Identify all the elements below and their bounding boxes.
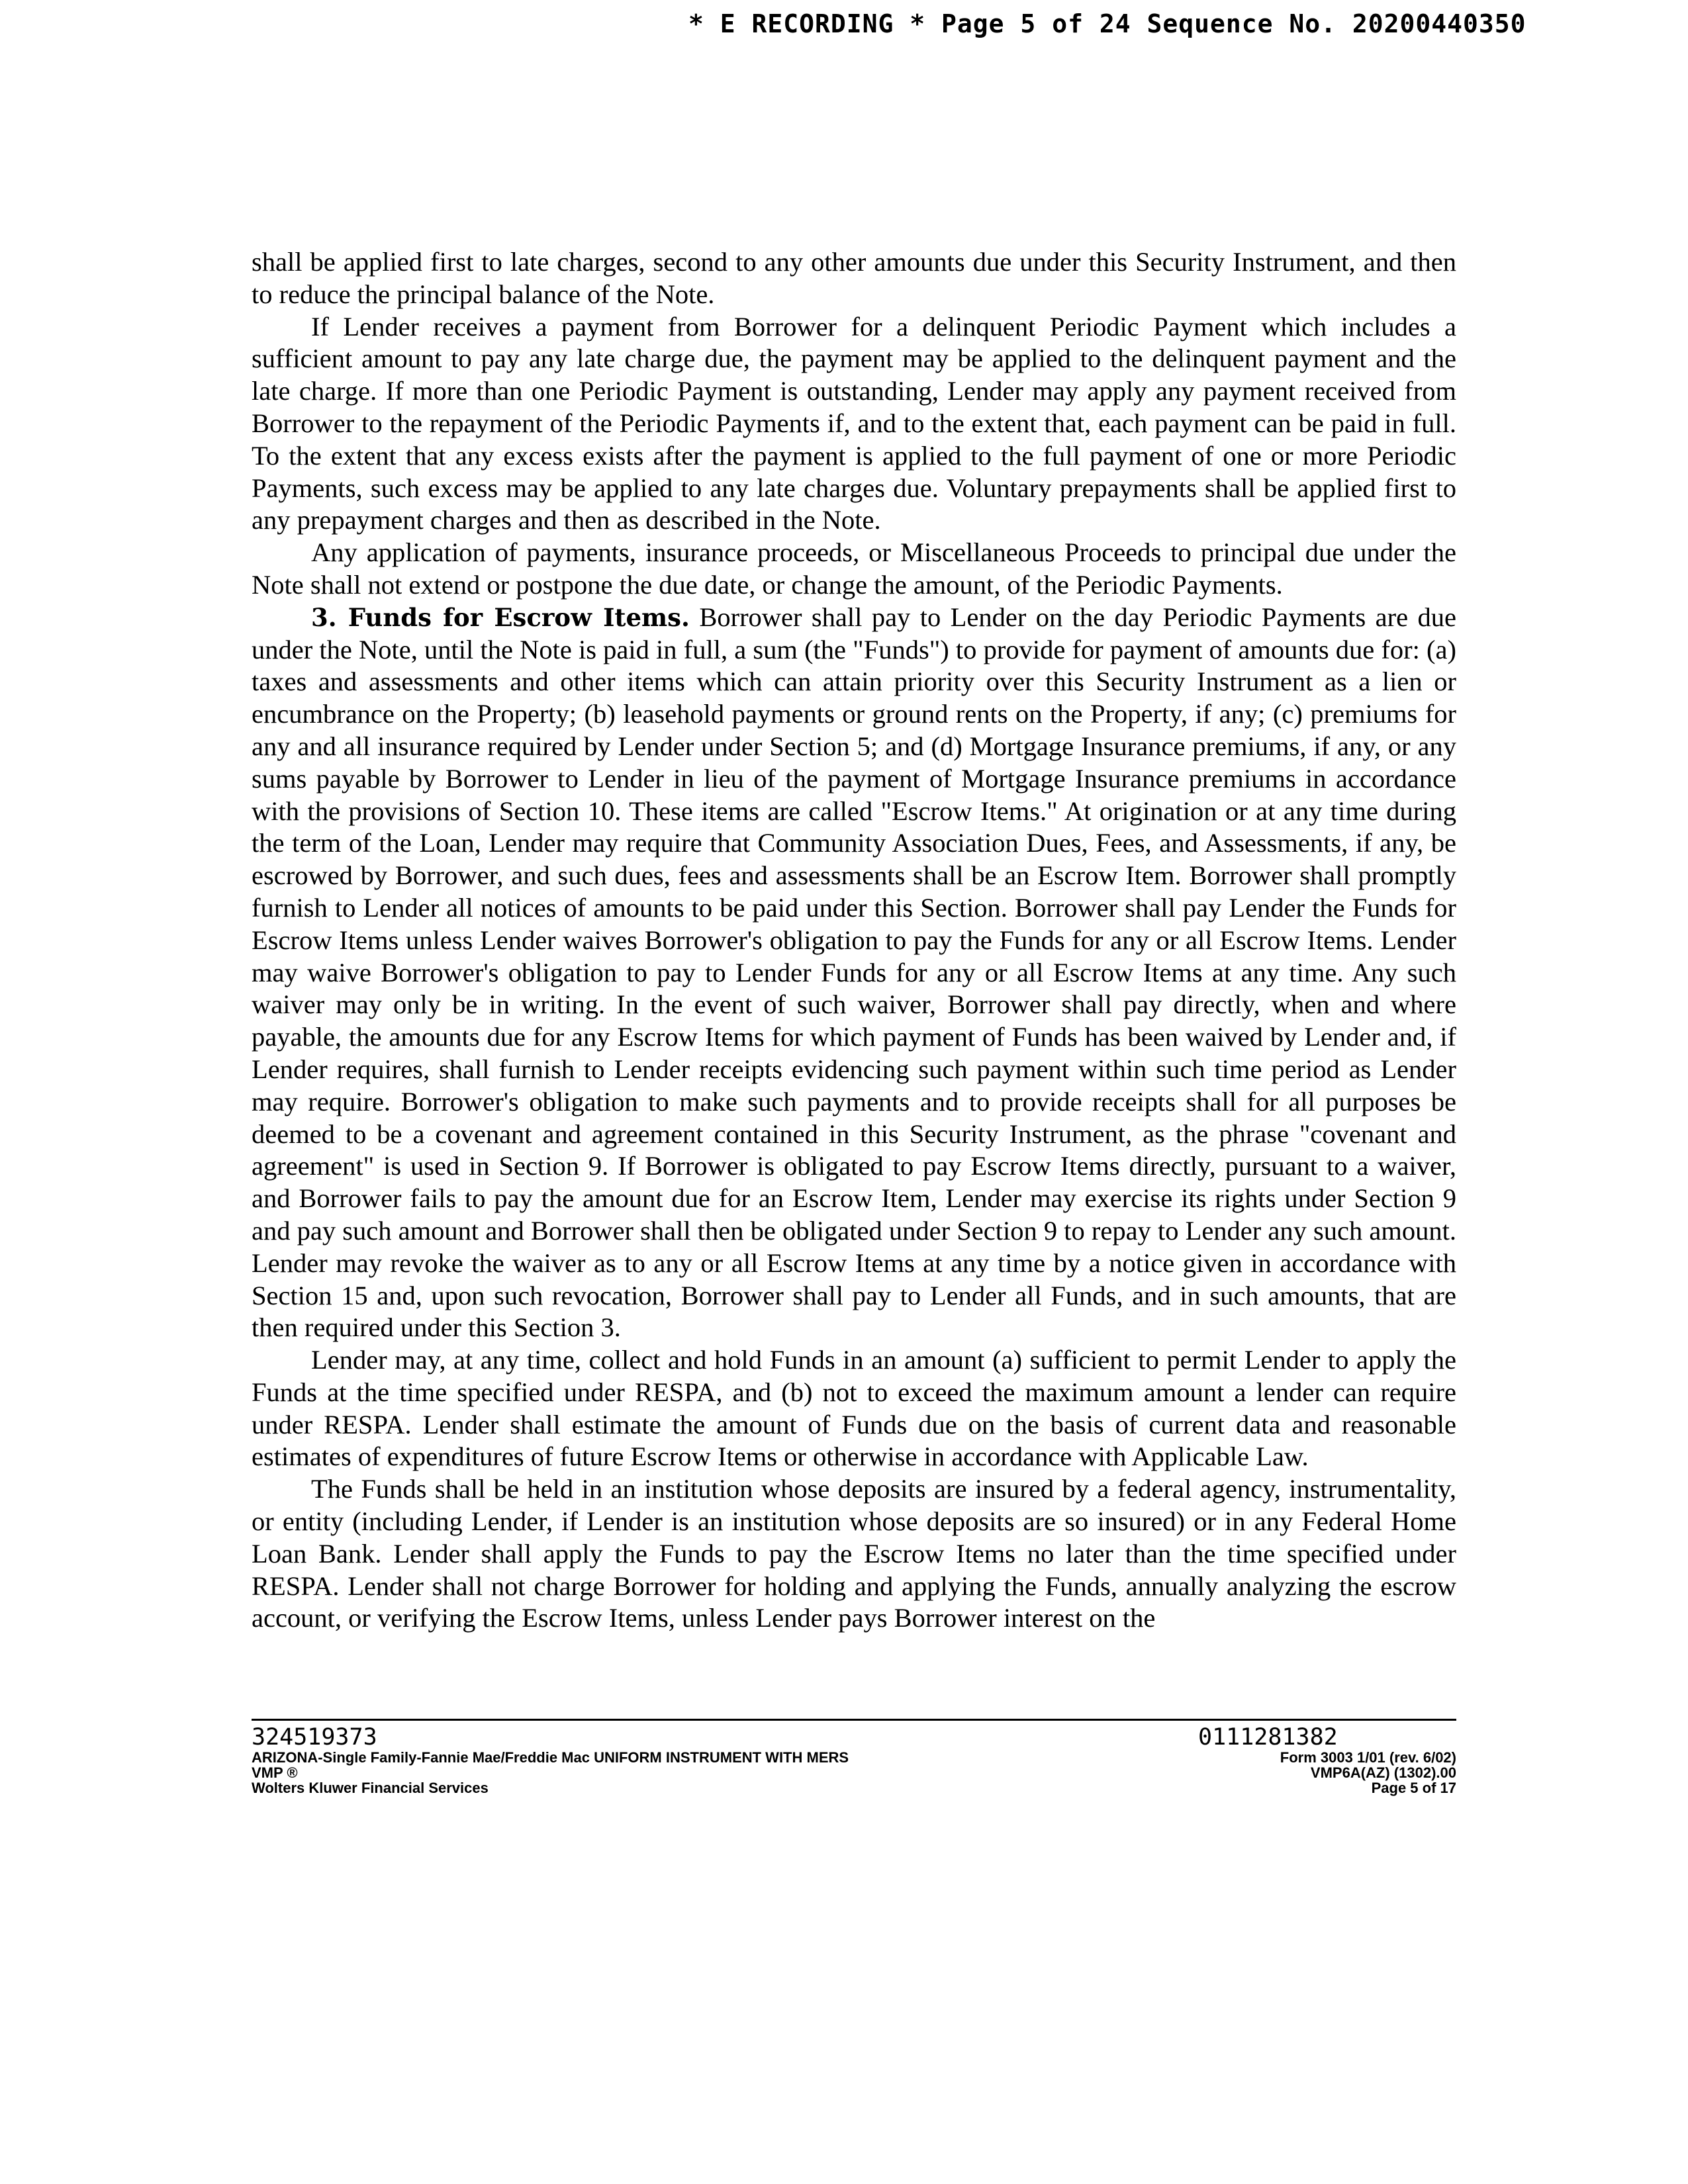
footer-divider (252, 1719, 1456, 1721)
paragraph-application-of-payments: Any application of payments, insurance proceeds, or Miscellaneous Proceeds to principal due under the Note shall not extend or postpone the due date, or change the amount, of the Periodic Payments. (252, 537, 1456, 600)
paragraph-delinquent-payment: If Lender receives a payment from Borrower for a delinquent Periodic Payment which includes a sufficient amount to pay any late charge due, the payment may be applied to the delinquent payment and the late charge. If more than one Periodic Payment is outstanding, Lender may apply any payment received from Borrower to the repayment of the Periodic Payments if, and to the extent that, each payment can be paid in full. To the extent that any excess exists after the payment is applied to the full payment of one or more Periodic Payments, such excess may be applied to any late charges due. Voluntary prepayments shall be applied first to any prepayment charges and then as described in the Note. (252, 311, 1456, 535)
publisher-name: Wolters Kluwer Financial Services (252, 1780, 489, 1796)
section-3-heading: 3. Funds for Escrow Items. (311, 602, 690, 632)
paragraph-continuation: shall be applied first to late charges, second to any other amounts due under this Security Instrument, and then to reduce the principal balance of the Note. (252, 247, 1456, 309)
vmp-mark: VMP ® (252, 1764, 298, 1781)
section-3-paragraph (252, 602, 1456, 1344)
document-body (252, 246, 1456, 1635)
loan-number-right: 0111281382 (1198, 1724, 1338, 1751)
footer-right (1059, 1725, 1456, 1796)
form-number: Form 3003 1/01 (rev. 6/02) (1280, 1749, 1456, 1766)
form-title: ARIZONA-Single Family-Fannie Mae/Freddie Mac UNIFORM INSTRUMENT WITH MERS (252, 1749, 849, 1766)
loan-number-left: 324519373 (252, 1724, 377, 1751)
page-number: Page 5 of 17 (1371, 1780, 1456, 1796)
footer-left (252, 1725, 1046, 1796)
vmp-code: VMP6A(AZ) (1302).00 (1310, 1764, 1456, 1781)
paragraph-funds-held: The Funds shall be held in an institution whose deposits are insured by a federal agency, instrumentality, or entity (including Lender, if Lender is an institution whose deposits are so insured) or in any Federal Home Loan Bank. Lender shall apply the Funds to pay the Escrow Items no later than the time specified under RESPA. Lender shall not charge Borrower for holding and applying the Funds, annually analyzing the escrow account, or verifying the Escrow Items, unless Lender pays Borrower interest on the (252, 1474, 1456, 1633)
section-3-text: Borrower shall pay to Lender on the day Periodic Payments are due under the Note, until the Note is paid in full, a sum (the "Funds") to provide for payment of amounts due for: (a) taxes and assessments and other items which can attain priority over this Security Instrument as a lien or encumbrance on the Property; (b) leasehold payments or ground rents on the Property, if any; (c) premiums for any and all insurance required by Lender under Section 5; and (d) Mortgage Insurance premiums, if any, or any sums payable by Borrower to Lender in lieu of the payment of Mortgage Insurance premiums in accordance with the provisions of Section 10. These items are called "Escrow Items." At origination or at any time during the term of the Loan, Lender may require that Community Association Dues, Fees, and Assessments, if any, be escrowed by Borrower, and such dues, fees and assessments shall be an Escrow Item. Borrower shall promptly furnish to Lender all notices of amounts to be paid under this Section. Borrower shall pay Lender the Funds for Escrow Items unless Lender waives Borrower's obligation to pay the Funds for any or all Escrow Items. Lender may waive Borrower's obligation to pay to Lender Funds for any or all Escrow Items at any time. Any such waiver may only be in writing. In the event of such waiver, Borrower shall pay directly, when and where payable, the amounts due for any Escrow Items for which payment of Funds has been waived by Lender and, if Lender requires, shall furnish to Lender receipts evidencing such payment within such time period as Lender may require. Borrower's obligation to make such payments and to provide receipts shall for all purposes be deemed to be a covenant and agreement contained in this Security Instrument, as the phrase "covenant and agreement" is used in Section 9. If Borrower is obligated to pay Escrow Items directly, pursuant to a waiver, and Borrower fails to pay the amount due for an Escrow Item, Lender may exercise its rights under Section 9 and pay such amount and Borrower shall then be obligated under Section 9 to repay to Lender any such amount. Lender may revoke the waiver as to any or all Escrow Items at any time by a notice given in accordance with Section 15 and, upon such revocation, Borrower shall pay to Lender all Funds, and in such amounts, that are then required under this Section 3. (252, 602, 1457, 1343)
paragraph-collect-funds: Lender may, at any time, collect and hold Funds in an amount (a) sufficient to permit Lender to apply the Funds at the time specified under RESPA, and (b) not to exceed the maximum amount a lender can require under RESPA. Lender shall estimate the amount of Funds due on the basis of current data and reasonable estimates of expenditures of future Escrow Items or otherwise in accordance with Applicable Law. (252, 1345, 1456, 1472)
recording-header: * E RECORDING * Page 5 of 24 Sequence No. 20200440350 (688, 9, 1526, 38)
